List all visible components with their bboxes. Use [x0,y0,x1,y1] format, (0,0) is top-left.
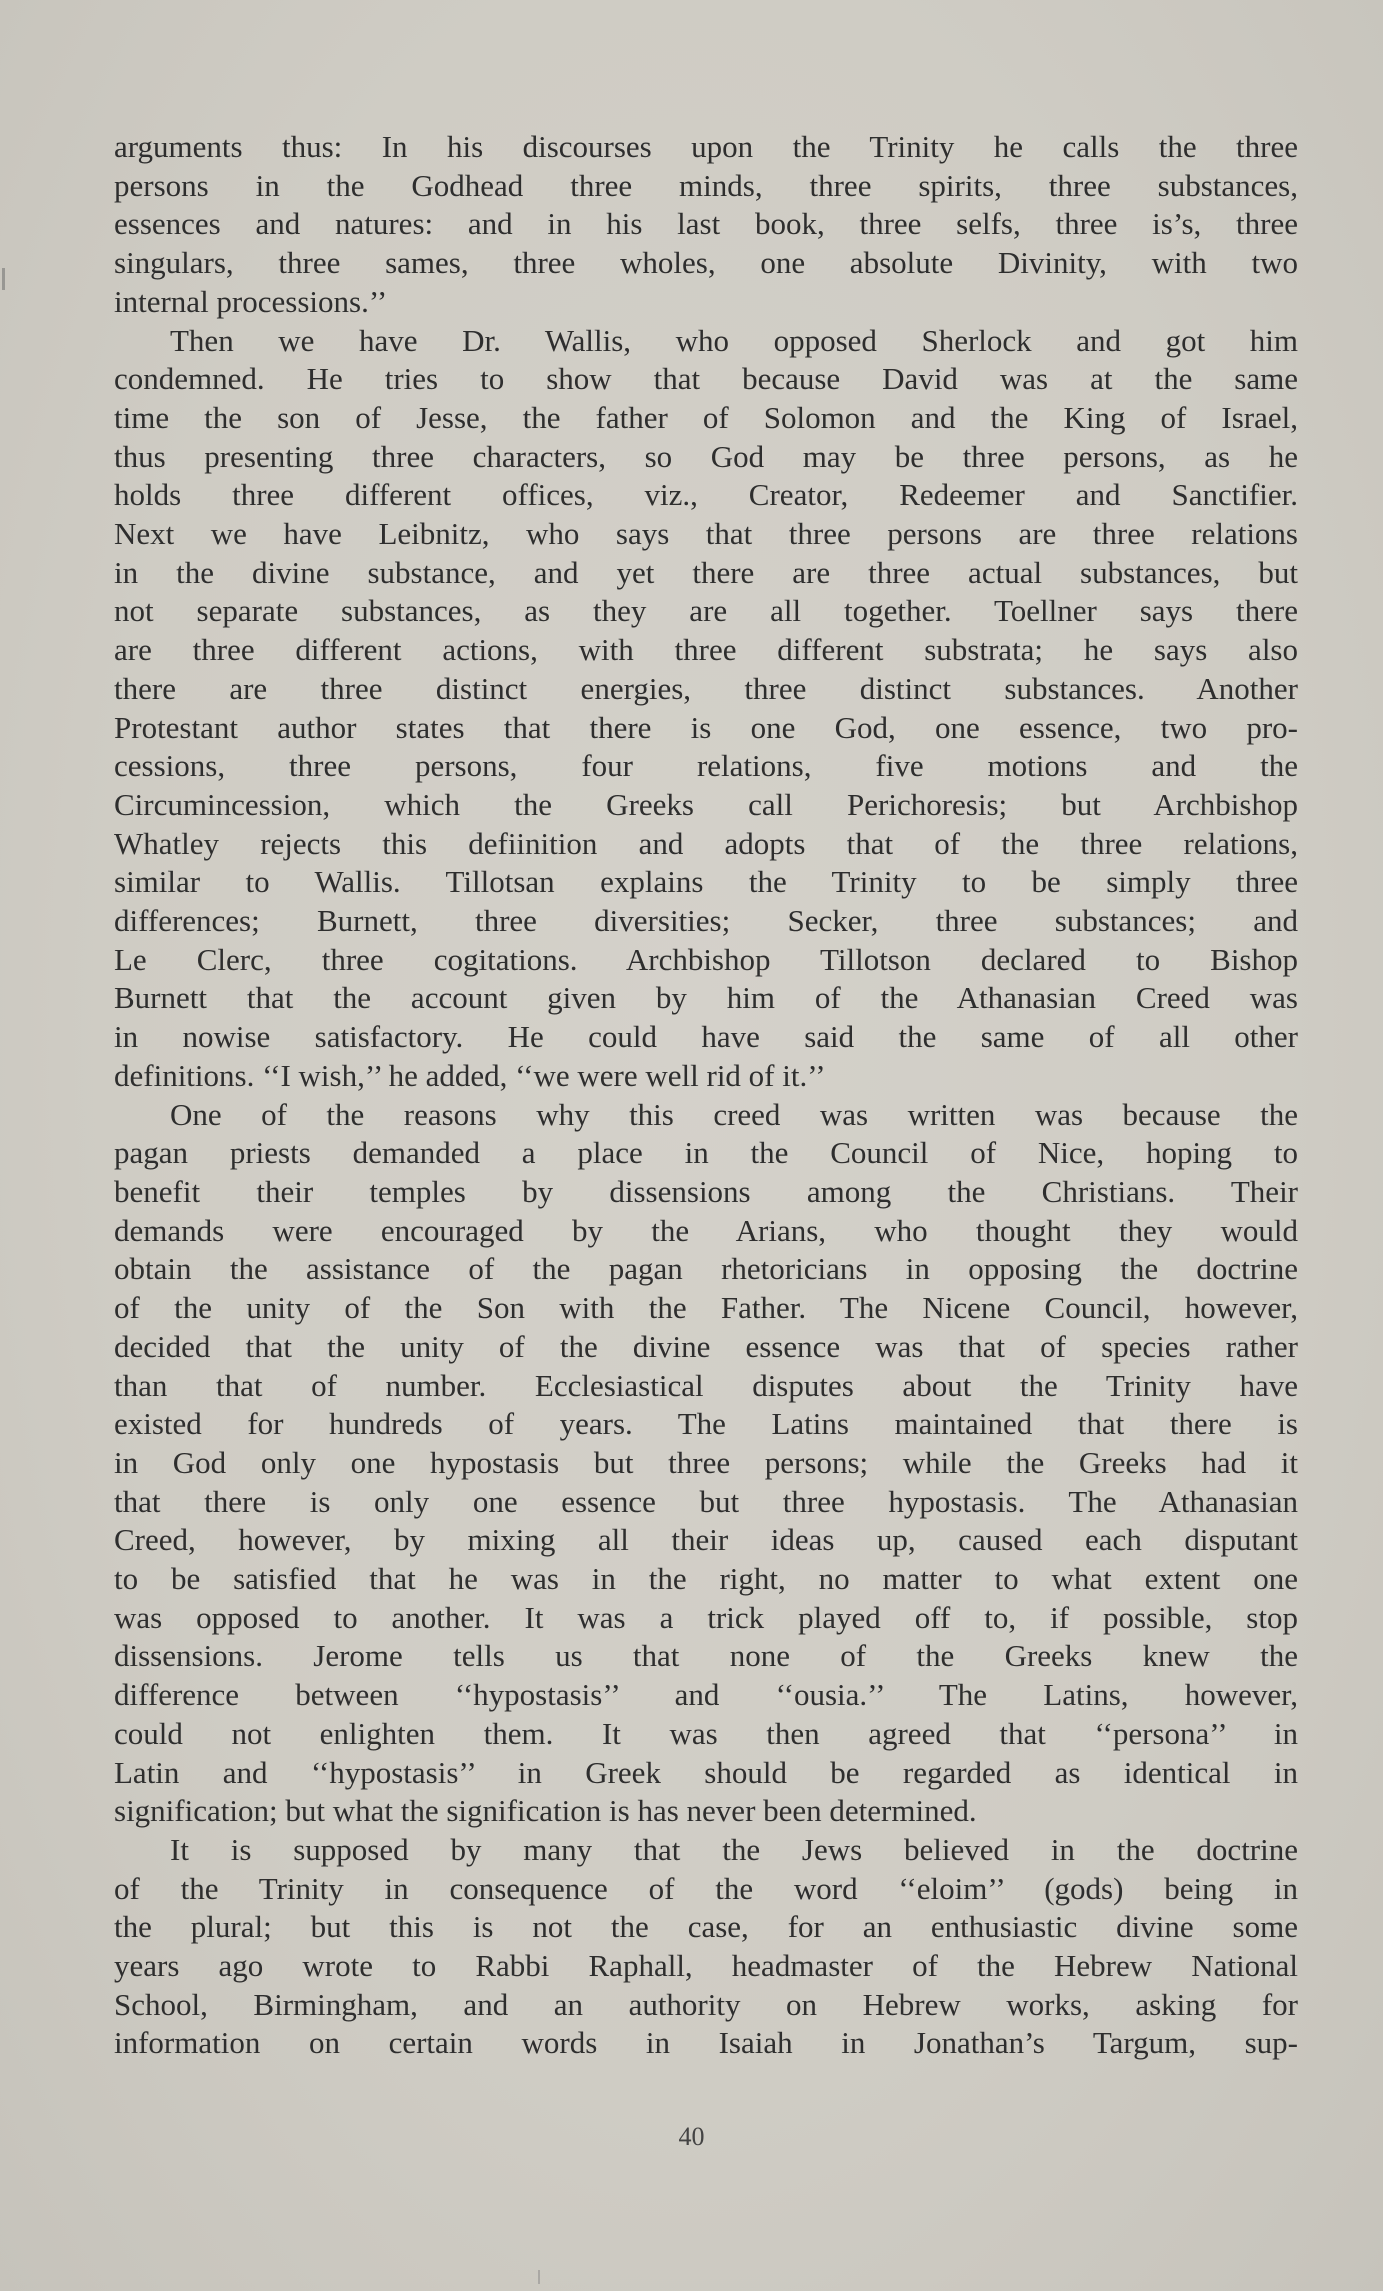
text-line: existed for hundreds of years. The Latins maintained that there is [114,1406,1298,1442]
text-line: definitions. ‘‘I wish,’’ he added, ‘‘we were well rid of it.’’ [114,1057,826,1093]
text-line: the plural; but this is not the case, for an enthusiastic divine some [114,1909,1298,1945]
text-line: time the son of Jesse, the father of Solomon and the King of Israel, [114,399,1298,435]
text-line: Whatley rejects this defiinition and adopts that of the three relations, [114,825,1298,861]
text-line: not separate substances, as they are all together. Toellner says there [114,593,1298,629]
text-line: School, Birmingham, and an authority on Hebrew works, asking for [114,1986,1298,2022]
body-text [114,128,1298,2063]
text-line: Next we have Leibnitz, who says that three persons are three relations [114,516,1298,552]
text-line: that there is only one essence but three hypostasis. The Athanasian [114,1483,1298,1519]
text-line: of the unity of the Son with the Father. The Nicene Council, however, [114,1290,1298,1326]
text-line: pagan priests demanded a place in the Council of Nice, hoping to [114,1135,1298,1171]
scan-edge-mark [2,268,5,290]
text-line: differences; Burnett, three diversities; Secker, three substances; and [114,903,1298,939]
text-line: information on certain words in Isaiah in Jonathan’s Targum, sup- [114,2025,1298,2061]
text-line: years ago wrote to Rabbi Raphall, headmaster of the Hebrew National [114,1948,1298,1984]
page-number: 40 [678,2122,705,2151]
text-line: in God only one hypostasis but three persons; while the Greeks had it [114,1444,1298,1480]
text-line: essences and natures: and in his last book, three selfs, three is’s, three [114,206,1298,242]
text-line: similar to Wallis. Tillotsan explains the Trinity to be simply three [114,864,1298,900]
text-line: It is supposed by many that the Jews believed in the doctrine [170,1831,1298,1867]
text-line: are three different actions, with three different substrata; he says also [114,632,1298,668]
text-line: of the Trinity in consequence of the word ‘‘eloim’’ (gods) being in [114,1870,1298,1906]
text-line: internal processions.’’ [114,283,388,319]
text-line: was opposed to another. It was a trick played off to, if possible, stop [114,1599,1298,1635]
text-line: decided that the unity of the divine essence was that of species rather [114,1328,1298,1364]
paragraph-2 [114,322,1298,1096]
text-line: there are three distinct energies, three distinct substances. Another [114,670,1298,706]
text-line: obtain the assistance of the pagan rhetoricians in opposing the doctrine [114,1251,1298,1287]
text-line: difference between ‘‘hypostasis’’ and ‘‘ousia.’’ The Latins, however, [114,1677,1298,1713]
text-line: Creed, however, by mixing all their ideas up, caused each disputant [114,1522,1298,1558]
text-line: in nowise satisfactory. He could have said the same of all other [114,1019,1298,1055]
text-line: Protestant author states that there is one God, one essence, two pro- [114,709,1298,745]
text-line: singulars, three sames, three wholes, one absolute Divinity, with two [114,245,1298,281]
text-line: arguments thus: In his discourses upon the Trinity he calls the three [114,129,1298,164]
text-line: dissensions. Jerome tells us that none of the Greeks knew the [114,1638,1298,1674]
text-line: cessions, three persons, four relations, five motions and the [114,748,1298,784]
text-line: condemned. He tries to show that because David was at the same [114,361,1298,397]
text-line: Burnett that the account given by him of the Athanasian Creed was [114,980,1298,1016]
text-line: than that of number. Ecclesiastical disputes about the Trinity have [114,1367,1298,1403]
paragraph-4 [114,1831,1298,2063]
text-line: demands were encouraged by the Arians, who thought they would [114,1212,1298,1248]
paragraph-1 [114,128,1298,322]
text-line: Latin and ‘‘hypostasis’’ in Greek should be regarded as identical in [114,1754,1298,1790]
text-line: to be satisfied that he was in the right, no matter to what extent one [114,1561,1298,1597]
scan-speck [538,2270,540,2284]
text-line: could not enlighten them. It was then agreed that ‘‘persona’’ in [114,1715,1298,1751]
text-line: persons in the Godhead three minds, three spirits, three substances, [114,167,1298,203]
text-line: signification; but what the signification is has never been determined. [114,1793,977,1829]
text-line: holds three different offices, viz., Creator, Redeemer and Sanctifier. [114,477,1298,513]
text-line: benefit their temples by dissensions among the Christians. Their [114,1173,1298,1209]
text-line: in the divine substance, and yet there are three actual substances, but [114,554,1298,590]
text-line: Le Clerc, three cogitations. Archbishop Tillotson declared to Bishop [114,941,1298,977]
paragraph-3 [114,1096,1298,1831]
text-line: Circumincession, which the Greeks call Perichoresis; but Archbishop [114,786,1298,822]
text-line: One of the reasons why this creed was written was because the [170,1096,1298,1132]
text-line: thus presenting three characters, so God may be three persons, as he [114,438,1298,474]
text-line: Then we have Dr. Wallis, who opposed Sherlock and got him [170,322,1298,358]
